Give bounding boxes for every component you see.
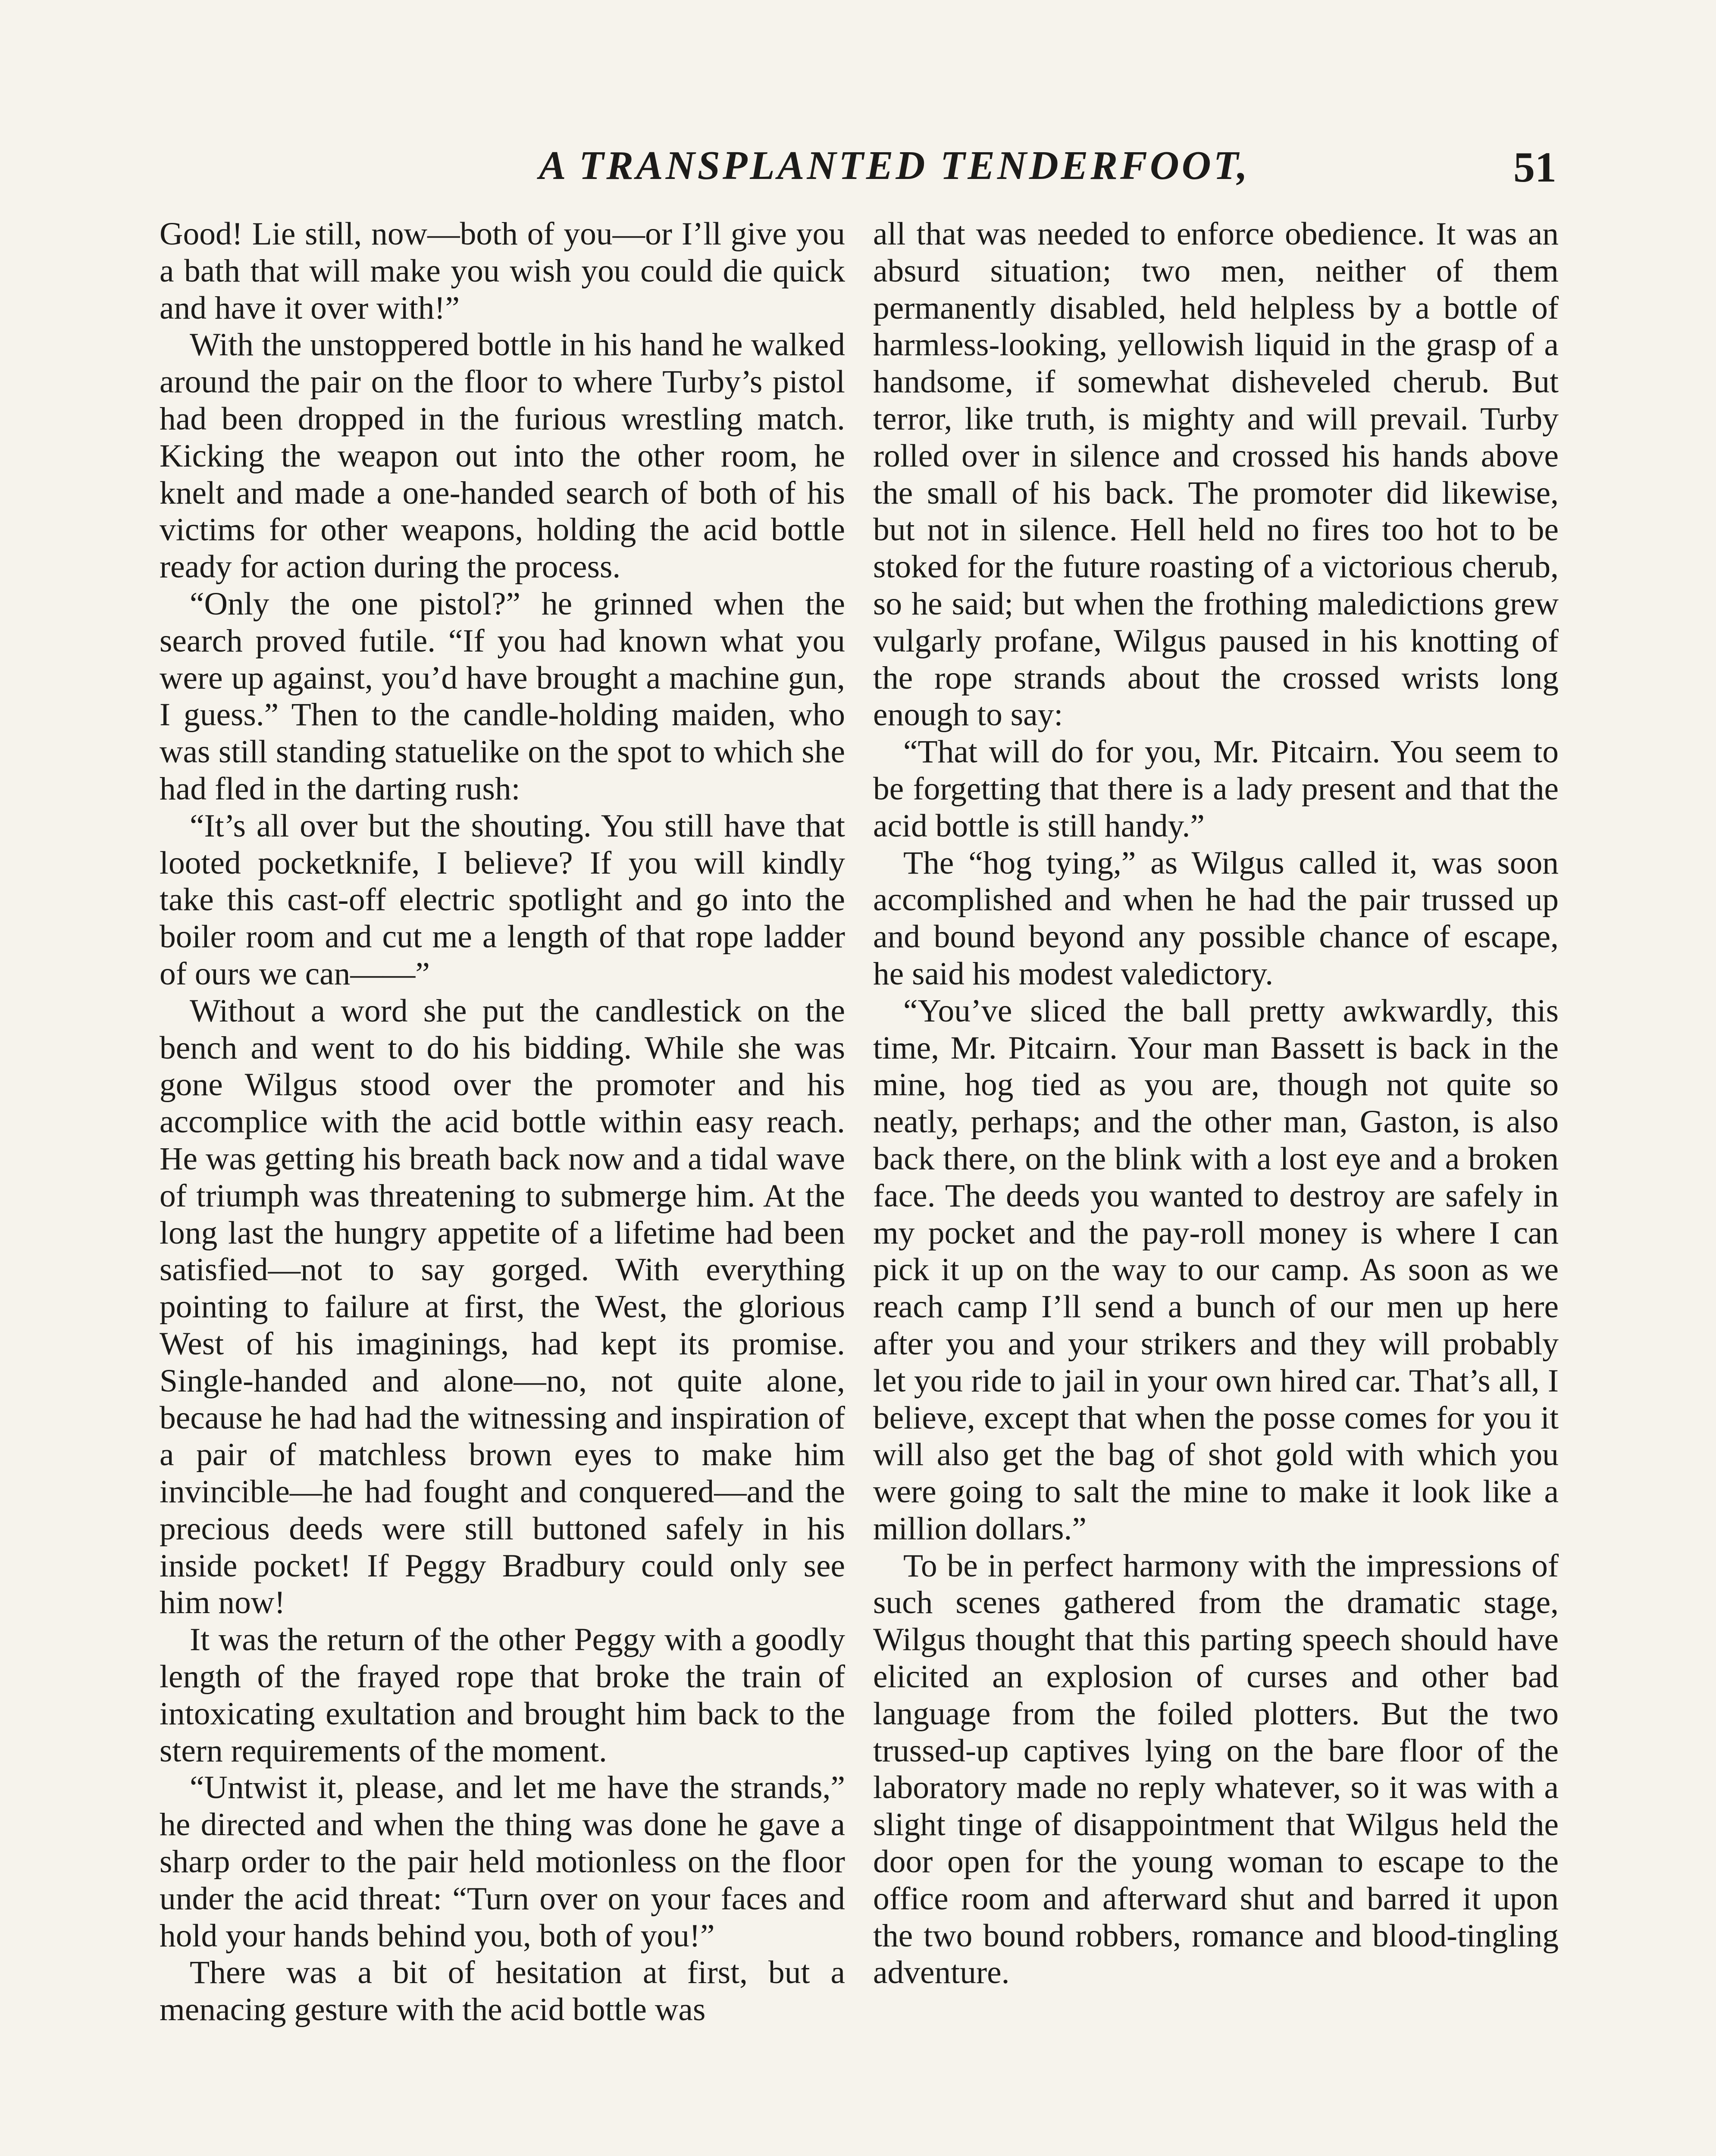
- paragraph: “Untwist it, please, and let me have the strands,” he directed and when the thing was done he gave a sharp order to the pair held motionless on the floor under the acid threat: “Turn over on your faces and hold your hands behind you, both of you!”: [160, 1770, 845, 1954]
- running-head: A TRANSPLANTED TENDERFOOT,: [539, 143, 1250, 188]
- paragraph: There was a bit of hesitation at first, but a menacing gesture with the acid bottle was: [160, 1955, 845, 2028]
- page-header: [160, 142, 1556, 216]
- paragraph: “Only the one pistol?” he grinned when the search proved futile. “If you had known what you were up against, you’d have brought a machine gun, I guess.” Then to the candle-holding maiden, who was still standing statuelike on the spot to which she had fled in the darting rush:: [160, 586, 845, 807]
- paragraph: “It’s all over but the shouting. You still have that looted pocketknife, I believe? If you will kindly take this cast-off electric spotlight and go into the boiler room and cut me a length of that rope ladder of ours we can——”: [160, 808, 845, 992]
- paragraph: With the unstoppered bottle in his hand he walked around the pair on the floor to where Turby’s pistol had been dropped in the furious wrestling match. Kicking the weapon out into the other room, he knelt and made a one-handed search of both of his victims for other weapons, holding the acid bottle ready for action during the process.: [160, 327, 845, 585]
- paragraph: “You’ve sliced the ball pretty awkwardly, this time, Mr. Pitcairn. Your man Bassett is back in the mine, hog tied as you are, though not quite so neatly, perhaps; and the other man, Gaston, is also back there, on the blink with a lost eye and a broken face. The deeds you wanted to destroy are safely in my pocket and the pay-roll money is where I can pick it up on the way to our camp. As soon as we reach camp I’ll send a bunch of our men up here after you and your strikers and they will probably let you ride to jail in your own hired car. That’s all, I believe, except that when the posse comes for you it will also get the bag of shot gold with which you were going to salt the mine to make it look like a million dollars.”: [873, 993, 1559, 1547]
- paragraph: Without a word she put the candlestick on the bench and went to do his bidding. While she was gone Wilgus stood over the promoter and his accomplice with the acid bottle within easy reach. He was getting his breath back now and a tidal wave of triumph was threatening to submerge him. At the long last the hungry appetite of a lifetime had been satisfied—not to say gorged. With everything pointing to failure at first, the West, the glorious West of his imaginings, had kept its promise. Single-handed and alone—no, not quite alone, because he had had the witnessing and inspiration of a pair of matchless brown eyes to make him invincible—he had fought and conquered—and the precious deeds were still buttoned safely in his inside pocket! If Peggy Bradbury could only see him now!: [160, 993, 845, 1621]
- paragraph: It was the return of the other Peggy with a goodly length of the frayed rope that broke the train of intoxicating exultation and brought him back to the stern requirements of the moment.: [160, 1622, 845, 1769]
- paragraph: Good! Lie still, now—both of you—or I’ll give you a bath that will make you wish you could die quick and have it over with!”: [160, 216, 845, 326]
- paragraph: To be in perfect harmony with the impressions of such scenes gathered from the dramatic stage, Wilgus thought that this parting speech should have elicited an explosion of curses and other bad language from the foiled plotters. But the two trussed-up captives lying on the bare floor of the laboratory made no reply whatever, so it was with a slight tinge of disappointment that Wilgus held the door open for the young woman to escape to the office room and afterward shut and barred it upon the two bound robbers, romance and blood-tingling adventure.: [873, 1548, 1559, 1991]
- left-text-column: [160, 216, 845, 2028]
- paragraph: The “hog tying,” as Wilgus called it, was soon accomplished and when he had the pair trussed up and bound beyond any possible chance of escape, he said his modest valedictory.: [873, 845, 1559, 992]
- paragraph: “That will do for you, Mr. Pitcairn. You seem to be forgetting that there is a lady present and that the acid bottle is still handy.”: [873, 734, 1559, 844]
- paragraph: all that was needed to enforce obedience. It was an absurd situation; two men, neither of them permanently disabled, held helpless by a bottle of harmless-looking, yellowish liquid in the grasp of a handsome, if somewhat disheveled cherub. But terror, like truth, is mighty and will prevail. Turby rolled over in silence and crossed his hands above the small of his back. The promoter did likewise, but not in silence. Hell held no fires too hot to be stoked for the future roasting of a victorious cherub, so he said; but when the frothing maledictions grew vulgarly profane, Wilgus paused in his knotting of the rope strands about the crossed wrists long enough to say:: [873, 216, 1559, 733]
- right-text-column: [873, 216, 1559, 1991]
- page-number: 51: [1513, 143, 1556, 191]
